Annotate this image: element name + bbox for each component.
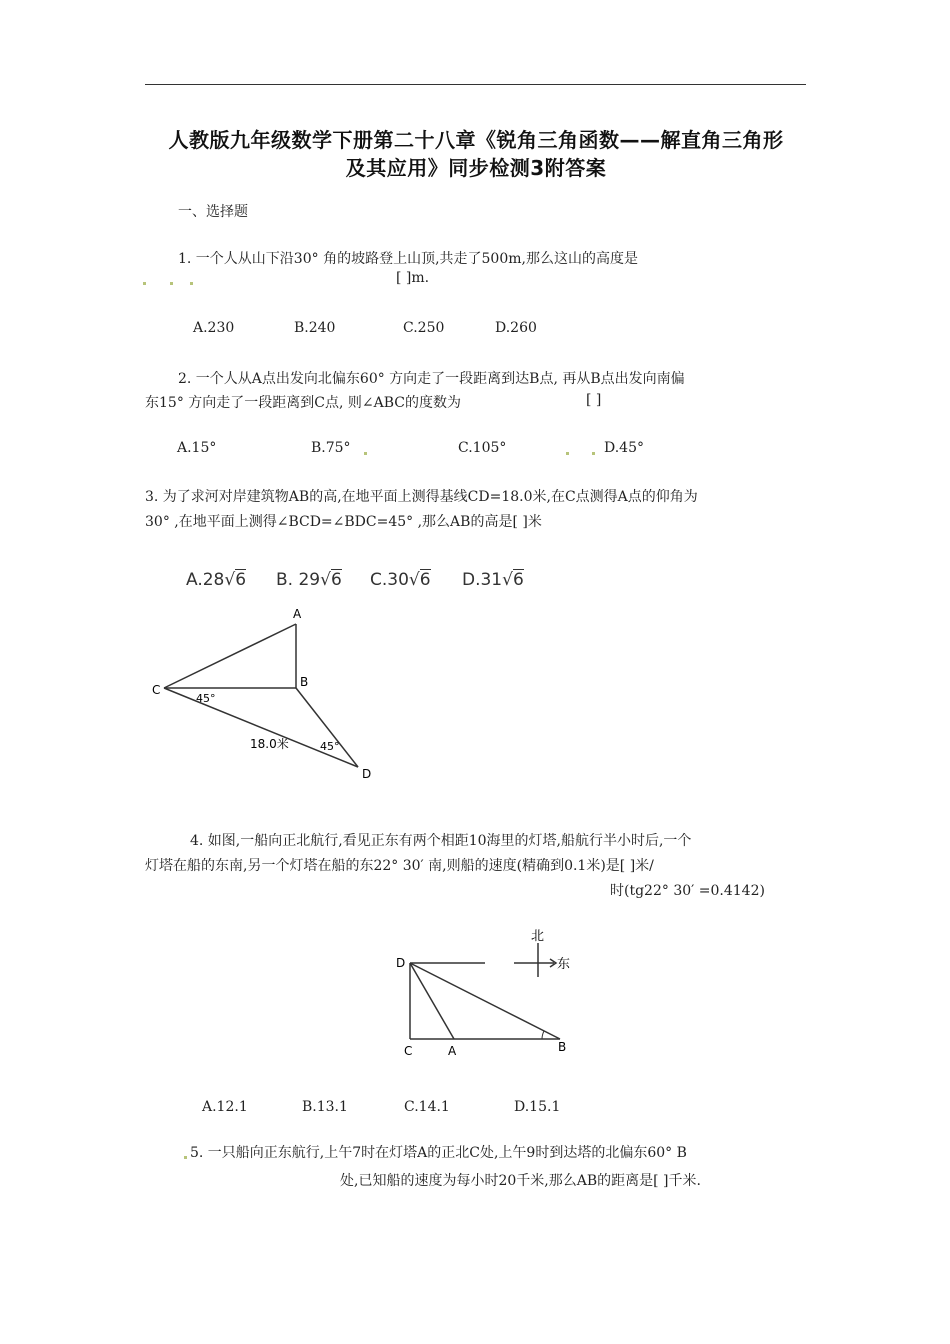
q2-bracket: [ ] — [586, 392, 602, 408]
q5-line1: 5. 一只船向正东航行,上午7时在灯塔A的正北C处,上午9时到达塔的北偏东60° B — [190, 1145, 687, 1161]
compass-north-label: 北 — [531, 929, 545, 944]
q3-option-d[interactable]: D.31√6 — [462, 570, 524, 590]
q1-option-c[interactable]: C.250 — [403, 320, 445, 336]
q4-line2: 灯塔在船的东南,另一个灯塔在船的东22° 30′ 南,则船的速度(精确到0.1米)是[ ]米/ — [145, 858, 654, 874]
q3-line2: 30° ,在地平面上测得∠BCD=∠BDC=45° ,那么AB的高是[ ]米 — [145, 514, 542, 530]
q4-option-d[interactable]: D.15.1 — [514, 1099, 561, 1115]
decor-dot — [566, 452, 569, 455]
point-label-c: C — [404, 1044, 413, 1058]
q1-option-d[interactable]: D.260 — [495, 320, 537, 336]
q3-option-c[interactable]: C.30√6 — [370, 570, 431, 590]
point-label-c: C — [152, 683, 161, 697]
decor-dot — [592, 452, 595, 455]
decor-dot — [143, 282, 146, 285]
q2-option-d[interactable]: D.45° — [604, 440, 644, 456]
point-label-a: A — [448, 1044, 457, 1058]
length-label-cd: 18.0米 — [250, 737, 289, 751]
q4-figure — [390, 925, 580, 1060]
angle-label-d: 45° — [320, 740, 340, 753]
q4-option-a[interactable]: A.12.1 — [202, 1099, 248, 1115]
q1-line2: [ ]m. — [396, 270, 430, 286]
sqrt-sign-icon: √ — [224, 570, 236, 590]
q2-line2: 东15° 方向走了一段距离到C点, 则∠ABC的度数为 — [145, 395, 461, 411]
angle-arc-b — [542, 1031, 544, 1039]
q4-option-b[interactable]: B.13.1 — [302, 1099, 348, 1115]
q2-line1: 2. 一个人从A点出发向北偏东60° 方向走了一段距离到达B点, 再从B点出发向南偏 — [178, 371, 685, 387]
segment-ca — [164, 624, 296, 688]
q2-option-a[interactable]: A.15° — [177, 440, 217, 456]
sqrt-sign-icon: √ — [408, 570, 420, 590]
decor-dot — [170, 282, 173, 285]
document-title-line1: 人教版九年级数学下册第二十八章《锐角三角函数——解直角三角形 — [168, 128, 784, 152]
q2-option-b[interactable]: B.75° — [311, 440, 351, 456]
point-label-b: B — [558, 1040, 567, 1054]
top-rule — [145, 84, 806, 85]
angle-label-c: 45° — [196, 692, 216, 705]
segment-cd — [164, 688, 358, 767]
q3-line1: 3. 为了求河对岸建筑物AB的高,在地平面上测得基线CD=18.0米,在C点测得A点的仰角为 — [145, 489, 698, 505]
q3-option-b[interactable]: B. 29√6 — [276, 570, 342, 590]
q4-line3: 时(tg22° 30′ =0.4142) — [610, 883, 765, 899]
q3-figure — [140, 600, 400, 785]
q4-option-c[interactable]: C.14.1 — [404, 1099, 450, 1115]
q5-line2: 处,已知船的速度为每小时20千米,那么AB的距离是[ ]千米. — [340, 1173, 701, 1189]
point-label-d: D — [362, 767, 372, 781]
sqrt-sign-icon: √ — [502, 570, 513, 590]
q1-option-b[interactable]: B.240 — [294, 320, 336, 336]
q3-option-a[interactable]: A.28√6 — [186, 570, 247, 590]
q1-option-a[interactable]: A.230 — [193, 320, 235, 336]
q4-line1: 4. 如图,一船向正北航行,看见正东有两个相距10海里的灯塔,船航行半小时后,一个 — [190, 833, 692, 849]
q1-line1: 1. 一个人从山下沿30° 角的坡路登上山顶,共走了500m,那么这山的高度是 — [178, 251, 638, 267]
document-title-line2: 及其应用》同步检测3附答案 — [345, 156, 607, 180]
q2-option-c[interactable]: C.105° — [458, 440, 507, 456]
point-label-d: D — [396, 956, 406, 970]
section-heading: 一、选择题 — [178, 204, 248, 220]
decor-dot — [184, 1156, 187, 1159]
point-label-b: B — [300, 675, 309, 689]
point-label-a: A — [293, 607, 302, 621]
compass-east-label: 东 — [557, 957, 571, 972]
sqrt-sign-icon: √ — [320, 570, 331, 590]
decor-dot — [364, 452, 367, 455]
decor-dot — [190, 282, 193, 285]
